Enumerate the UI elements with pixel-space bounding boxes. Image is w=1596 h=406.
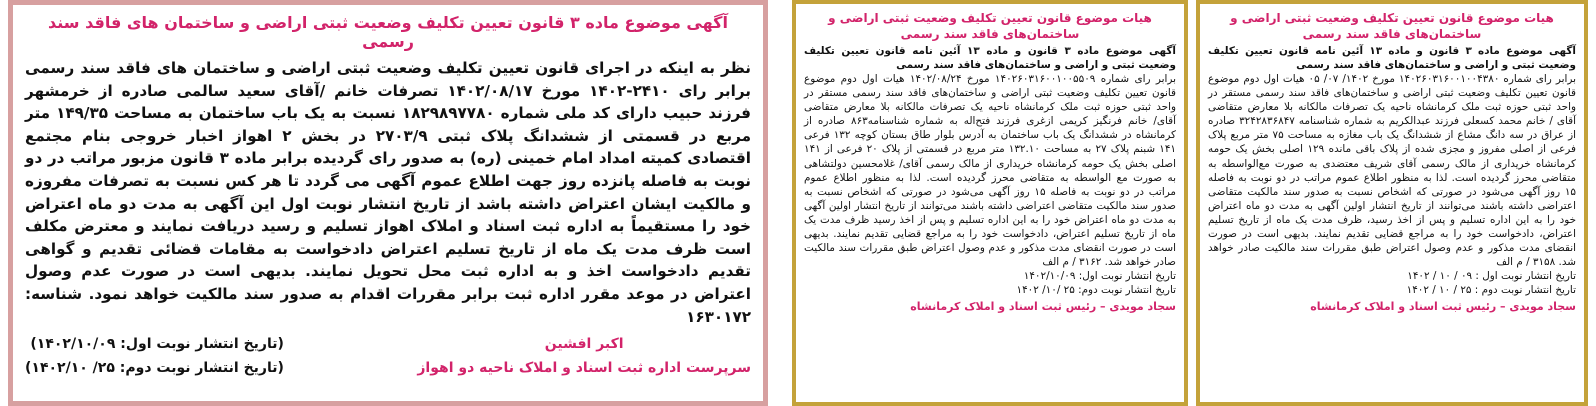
notice-main-title: آگهی موضوع ماده ۳ قانون تعیین تکلیف وضعیت ثبتی اراضی و ساختمان های فاقد سند رسمی (48, 13, 728, 51)
publish-date-second: (تاریخ انتشار نوبت دوم: ۲۵/ ۱۴۰۲/۱۰) (25, 360, 284, 377)
notice-middle-signature: سجاد مویدی – رئیس ثبت اسناد و املاک کرمانشاه (910, 300, 1176, 314)
publish-date-first: تاریخ انتشار نوبت اول: ۱۴۰۲/۱۰/۰۹ (1023, 270, 1176, 283)
notice-main-signature (417, 332, 751, 380)
notice-right-subtitle: آگهی موضوع ماده ۳ قانون و ماده ۱۳ آئین نامه قانون تعیین تکلیف وضعیت ثبتی و اراضی و ساختمان‌های فاقد سند رسمی (1208, 45, 1576, 71)
publish-date-second: تاریخ انتشار نوبت دوم : ۲۵ / ۱۰ / ۱۴۰۲ (1406, 284, 1576, 297)
signer-name: اکبر افشین (544, 336, 624, 353)
notice-right-signature: سجاد مویدی – رئیس ثبت اسناد و املاک کرمانشاه (1310, 300, 1576, 314)
publish-date-first: (تاریخ انتشار نوبت اول: ۱۴۰۲/۱۰/۰۹) (30, 336, 284, 353)
notice-main-body: نظر به اینکه در اجرای قانون تعیین تکلیف وضعیت ثبتی اراضی و ساختمان های فاقد سند رسمی برابر رای ۲۴۱۰-۱۴۰۲ مورخ ۱۴۰۲/۰۸/۱۷ تصرفات خانم /آقای سعید سالمی صادره از خرمشهر فرزند حبیب دارای کد ملی شماره ۱۸۲۹۸۹۷۷۸۰ نسبت به یک باب ساختمان به مساحت ۱۴۹/۳۵ متر مربع در قسمتی از ششدانگ پلاک ثبتی ۲۷۰۳/۹ در بخش ۲ اهواز اخبار خروجی بنام مجتمع اقتصادی کمیته امداد امام خمینی (ره) به صدور رای گردیده برابر ماده ۳ قانون مزبور مراتب در دو نوبت به فاصله پانزده روز جهت اطلاع عموم آگهی می گردد تا هر کس نسبت به تصرفات مفروزه و مالکیت ایشان اعتراض داشته باشد از تاریخ انتشار نوبت اول این آگهی به مدت دو ماه اعتراض خود را مستقیماً به اداره ثبت اسناد و املاک اهواز تسلیم و رسید دریافت نمایند و معترض مکلف است ظرف مدت یک ماه از تاریخ تسلیم اعتراض دادخواست به مقامات قضائی تقدیم و گواهی تقدیم دادخواست اخذ و به اداره ثبت محل تحویل نمایند. بدیهی است در صورت عدم وصول اعتراض در موعد مقرر اداره ثبت برابر مقررات اقدام به صدور سند مالکیت خواهد نمود. شناسه: ۱۶۳۰۱۷۲ (25, 59, 751, 326)
notice-middle-body: برابر رای شماره ۱۴۰۲۶۰۳۱۶۰۰۱۰۰۵۵۰۹ مورخ ۱۴۰۲/۰۸/۲۴ هیات اول دوم موضوع قانون تعیین تکلیف وضعیت ثبتی اراضی و ساختمان‌های فاقد سند رسمی مستقر در واحد ثبتی حوزه ثبت ملک کرمانشاه ناحیه یک تصرفات مالکانه بلا معارض متقاضی آقای/ خانم فرنگیز کریمی ازغری فرزند فتح‌اله به شماره شناسنامه۸۶۳ صادره از کرمانشاه در ششدانگ یک باب ساختمان به آدرس بلوار طاق بستان کوچه ۱۳۲ فرعی ۱۴۱ شبنم پلاک ۲۷ به مساحت ۱۳۲.۱۰ متر مربع در قسمتی از پلاک ۲۰ فرعی از ۱۴۱ اصلی بخش یک حومه کرمانشاه خریداری از مالک رسمی آقای/ غلامحسین دولتشاهی به صورت مع الواسطه به متقاضی محرز گردیده است. لذا به منظور اطلاع عموم مراتب در دو نوبت به فاصله ۱۵ روز آگهی می‌شود در صورتی که اشخاص نسبت به صدور سند مالکیت متقاضی اعتراضی داشته باشند می‌توانند از تاریخ انتشار اولین آگهی به مدت دو ماه اعتراض خود را به این اداره تسلیم و پس از اخذ رسید ظرف مدت یک ماه از تاریخ تسلیم اعتراض، دادخواست خود را به مراجع قضایی تقدیم نمایند. بدیهی است در صورت انقضای مدت مذکور و عدم وصول اعتراض طبق مقررات سند مالکیت صادر خواهد شد. ۳۱۶۲ / م الف (804, 73, 1177, 269)
notice-right-body: برابر رای شماره ۱۴۰۲۶۰۳۱۶۰۰۱۰۰۴۳۸۰ مورخ ۱۴۰۲/ ۰۷/ ۰۵ هیات اول دوم موضوع قانون تعیین تکلیف وضعیت ثبتی اراضی و ساختمان‌های فاقد سند رسمی مستقر در واحد ثبتی حوزه ثبت ملک کرمانشاه ناحیه یک تصرفات مالکانه بلا معارض متقاضی آقای / خانم محمد کسعلی فرزند عبدالکریم به شماره شناسنامه ۳۲۴۲۸۳۶۸۴۷ صادره از عراق در سه دانگ مشاع از ششدانگ یک باب مغازه به مساحت ۷۵ متر مربع پلاک فرعی از اصلی مفروز و مجزی شده از پلاک باقی مانده ۱۲۹ اصلی بخش یک حومه کرمانشاه خریداری از مالک رسمی آقای شریف معتضدی به صورت مع‌الواسطه به متقاضی محرز گردیده است. لذا به منظور اطلاع عموم مراتب در دو نوبت به فاصله ۱۵ روز آگهی می‌شود در صورتی که اشخاص نسبت به صدور سند مالکیت متقاضی اعتراضی داشته باشند می‌توانند از تاریخ انتشار اولین آگهی به مدت دو ماه اعتراض خود را به این اداره تسلیم و پس از اخذ رسید، ظرف مدت یک ماه از تاریخ تسلیم اعتراض، دادخواست خود را به مراجع قضایی تقدیم نمایند. بدیهی است در صورت انقضای مدت مذکور و عدم وصول اعتراض طبق مقررات سند مالکیت صادر خواهد شد. ۳۱۵۸ / م الف (1208, 73, 1577, 269)
notice-main (8, 0, 768, 406)
notice-right (1196, 0, 1588, 406)
notice-middle-title: هیات موضوع قانون تعیین تکلیف وضعیت ثبتی اراضی و ساختمان‌های فاقد سند رسمی (828, 11, 1152, 41)
notice-middle (792, 0, 1188, 406)
notice-middle-subtitle: آگهی موضوع ماده ۳ قانون و ماده ۱۳ آئین نامه قانون تعیین تکلیف وضعیت ثبتی و اراضی و ساختمان‌های فاقد سند رسمی (804, 45, 1176, 71)
notice-right-title: هیات موضوع قانون تعیین تکلیف وضعیت ثبتی اراضی و ساختمان‌های فاقد سند رسمی (1230, 11, 1554, 41)
publish-date-second: تاریخ انتشار نوبت دوم: ۲۵ /۱۰/ ۱۴۰۲ (1016, 284, 1176, 297)
notice-main-footer (25, 332, 751, 380)
signer-title: سرپرست اداره ثبت اسناد و املاک ناحیه دو اهواز (417, 360, 751, 377)
notice-main-dates (25, 332, 284, 380)
publish-date-first: تاریخ انتشار نوبت اول : ۰۹ / ۱۰ / ۱۴۰۲ (1407, 270, 1576, 283)
